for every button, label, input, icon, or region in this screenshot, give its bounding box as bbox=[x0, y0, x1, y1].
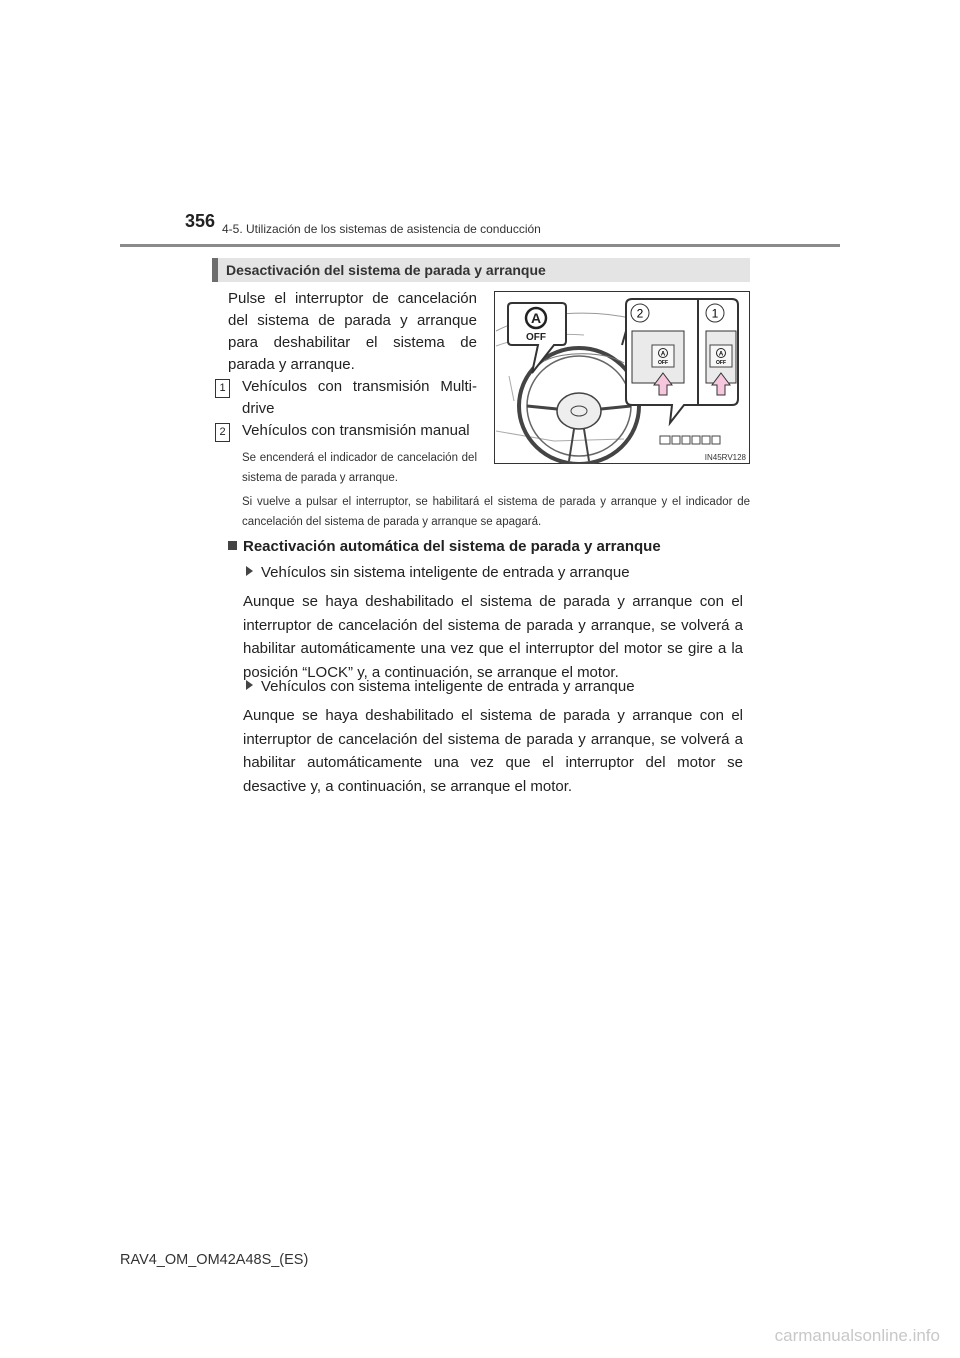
intro-paragraph: Pulse el interruptor de cancelación del sistema de parada y arranque para deshabilitar el sistema de parada y arranque. bbox=[228, 290, 477, 373]
callout-number-2: 2 bbox=[636, 306, 644, 321]
number-box: 2 bbox=[215, 423, 230, 442]
dashboard-illustration bbox=[494, 291, 750, 464]
paragraph-smart-key: Aunque se haya deshabilitado el sistema de parada y arranque con el interruptor de cancelación del sistema de parada y arranque, se volverá a habilitar automáticamente una vez que el interruptor del motor se desactive y, a continuación, se arranque el motor. bbox=[243, 707, 743, 795]
number-box: 1 bbox=[215, 379, 230, 398]
heading-title: Desactivación del sistema de parada y arranque bbox=[226, 262, 546, 278]
figure-dashboard bbox=[494, 291, 750, 464]
sub-heading bbox=[228, 538, 661, 555]
bullet-text: Vehículos con sistema inteligente de entrada y arranque bbox=[261, 678, 635, 695]
bullet-item bbox=[246, 676, 635, 698]
callout-off-label: OFF bbox=[526, 332, 546, 343]
page-number: 356 bbox=[185, 211, 216, 231]
sub-heading-text: Reactivación automática del sistema de parada y arranque bbox=[243, 538, 661, 555]
note-reenable: Si vuelve a pulsar el interruptor, se habilitará el sistema de parada y arranque y el indicador de cancelación del sistema de parada y arranque se apagará. bbox=[242, 496, 750, 528]
callout-letter: A bbox=[530, 310, 542, 326]
list-item-text: Vehículos con transmisión manual bbox=[242, 422, 470, 439]
bullet-item bbox=[246, 562, 630, 584]
bullet-text: Vehículos sin sistema inteligente de entrada y arranque bbox=[261, 564, 630, 581]
list-item bbox=[215, 376, 477, 417]
switch-1-letter: A bbox=[718, 351, 724, 358]
triangle-bullet-icon bbox=[246, 566, 253, 576]
header-rule bbox=[120, 244, 840, 247]
switch-1-off: OFF bbox=[716, 360, 726, 366]
list-item bbox=[215, 420, 477, 442]
watermark: carmanualsonline.info bbox=[774, 1326, 940, 1345]
section-title: 4-5. Utilización de los sistemas de asistencia de conducción bbox=[222, 222, 541, 236]
switch-2-letter: A bbox=[660, 351, 666, 358]
switch-2-off: OFF bbox=[658, 360, 668, 366]
square-bullet-icon bbox=[228, 541, 237, 550]
heading-accent bbox=[212, 258, 218, 282]
heading-bar bbox=[212, 258, 750, 282]
note-indicator: Se encenderá el indicador de cancelación del sistema de parada y arranque. bbox=[242, 452, 477, 484]
paragraph-no-smart-key: Aunque se haya deshabilitado el sistema de parada y arranque con el interruptor de cancelación del sistema de parada y arranque, se volverá a habilitar automáticamente una vez que el interruptor del motor se gire a la posición “LOCK” y, a continuación, se arranque el motor. bbox=[243, 593, 743, 681]
triangle-bullet-icon bbox=[246, 680, 253, 690]
callout-number-1: 1 bbox=[711, 306, 719, 321]
footer-code: RAV4_OM_OM42A48S_(ES) bbox=[120, 1252, 309, 1268]
figure-code: IN45RV128 bbox=[704, 453, 746, 462]
list-item-text: Vehículos con transmisión Multi-drive bbox=[242, 378, 477, 417]
